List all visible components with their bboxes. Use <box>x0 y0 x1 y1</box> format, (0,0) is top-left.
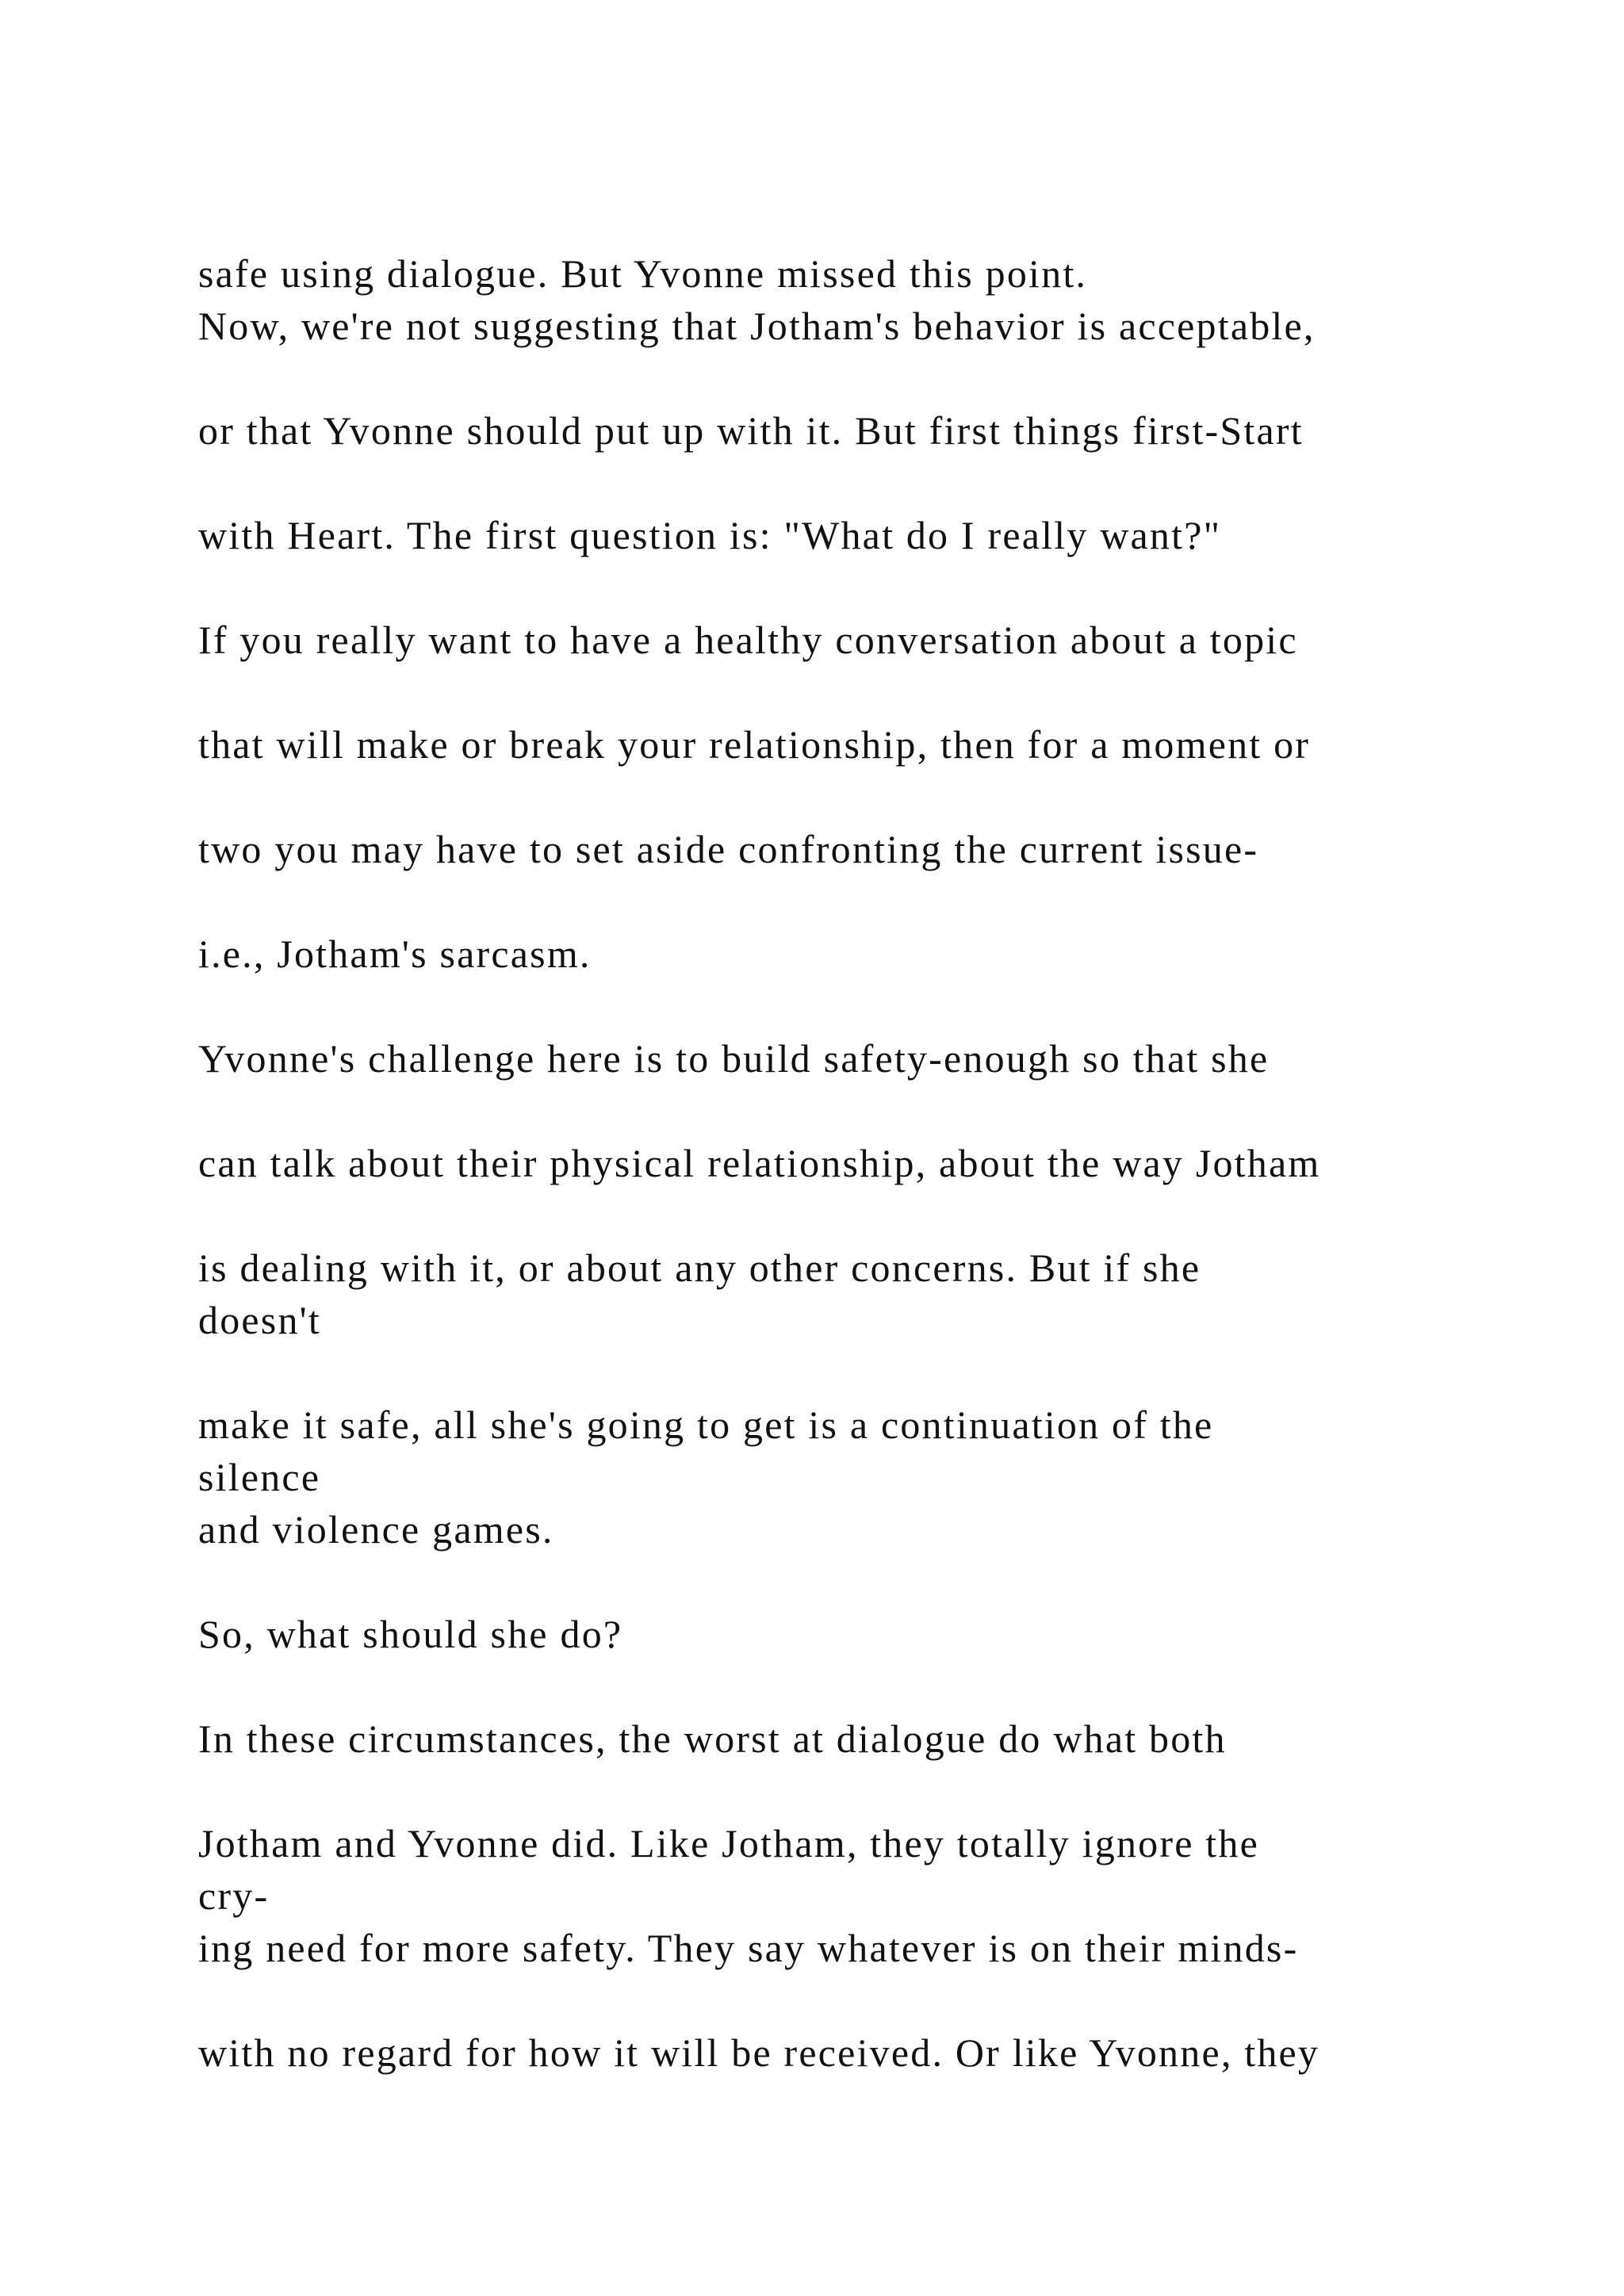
blank-line <box>198 1189 1499 1242</box>
blank-line <box>198 980 1499 1032</box>
blank-line <box>198 875 1499 928</box>
blank-line <box>198 1765 1499 1817</box>
text-line: make it safe, all she's going to get is a continuation of the <box>198 1402 1214 1447</box>
text-line: two you may have to set aside confronting the current issue- <box>198 827 1259 871</box>
body-text <box>198 247 1499 2079</box>
blank-line <box>198 666 1499 718</box>
blank-line <box>198 1660 1499 1712</box>
text-line: ing need for more safety. They say whatever is on their minds- <box>198 1926 1299 1970</box>
blank-line <box>198 1346 1499 1399</box>
blank-line <box>198 457 1499 509</box>
text-line: and violence games. <box>198 1507 554 1552</box>
text-line: safe using dialogue. But Yvonne missed this point. <box>198 251 1088 296</box>
text-line: that will make or break your relationship, then for a moment or <box>198 722 1311 767</box>
text-line: cry- <box>198 1873 270 1918</box>
text-line: can talk about their physical relationship, about the way Jotham <box>198 1141 1321 1185</box>
text-line: Yvonne's challenge here is to build safety-enough so that she <box>198 1036 1270 1081</box>
text-line: or that Yvonne should put up with it. But first things first-Start <box>198 408 1304 453</box>
blank-line <box>198 352 1499 404</box>
blank-line <box>198 1556 1499 1608</box>
text-line: In these circumstances, the worst at dialogue do what both <box>198 1716 1227 1761</box>
blank-line <box>198 771 1499 823</box>
blank-line <box>198 1974 1499 2026</box>
text-line: If you really want to have a healthy conversation about a topic <box>198 618 1298 662</box>
text-line: doesn't <box>198 1298 321 1342</box>
text-line: is dealing with it, or about any other concerns. But if she <box>198 1246 1201 1290</box>
text-line: silence <box>198 1455 321 1499</box>
blank-line <box>198 1085 1499 1137</box>
text-line: Now, we're not suggesting that Jotham's behavior is acceptable, <box>198 304 1316 348</box>
text-line: i.e., Jotham's sarcasm. <box>198 932 592 976</box>
text-line: with Heart. The first question is: "What do I really want?" <box>198 513 1222 557</box>
text-line: with no regard for how it will be received. Or like Yvonne, they <box>198 2030 1320 2075</box>
text-line: So, what should she do? <box>198 1612 623 1656</box>
text-line: Jotham and Yvonne did. Like Jotham, they totally ignore the <box>198 1821 1259 1866</box>
blank-line <box>198 561 1499 614</box>
